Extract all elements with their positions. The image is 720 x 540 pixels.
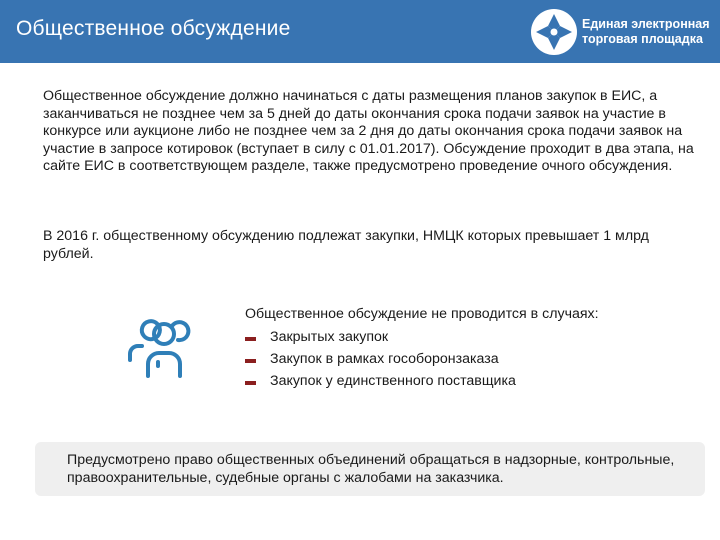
bullet-dash-icon	[245, 337, 256, 341]
intro-paragraph: Общественное обсуждение должно начинаться с даты размещения планов закупок в ЕИС, а заканчиваться не позднее чем за 5 дней до даты окончания срока подачи заявок на участие в конкурсе или аукционе либо не позднее чем за 2 дня до даты окончания срока подачи заявок на участие в запросе котировок (вступает в силу с 01.01.2017). Обсуждение проходит в два этапа, на сайте ЕИС в соответствующем разделе, также предусмотрено проведение очного обсуждения.	[43, 88, 694, 174]
logo-text	[582, 17, 717, 47]
people-icon	[126, 316, 192, 378]
bullet-dash-icon	[245, 359, 256, 363]
list-item	[245, 326, 705, 348]
exceptions-heading: Общественное обсуждение не проводится в случаях:	[245, 306, 599, 322]
exceptions-list	[245, 326, 705, 392]
note-box	[35, 442, 705, 496]
logo-text-line2: торговая площадка	[582, 32, 703, 46]
list-item-label: Закупок у единственного поставщика	[270, 373, 516, 389]
exceptions-block	[245, 305, 705, 392]
list-item	[245, 348, 705, 370]
threshold-paragraph: В 2016 г. общественному обсуждению подлежат закупки, НМЦК которых превышает 1 млрд рублей.	[43, 228, 649, 262]
page-title: Общественное обсуждение	[16, 17, 291, 40]
bullet-dash-icon	[245, 381, 256, 385]
etp-logo[interactable]	[530, 8, 715, 56]
header-bar	[0, 0, 720, 63]
list-item	[245, 370, 705, 392]
list-item-label: Закупок в рамках гособоронзаказа	[270, 351, 499, 367]
list-item-label: Закрытых закупок	[270, 329, 389, 345]
note-text: Предусмотрено право общественных объединений обращаться в надзорные, контрольные, правоохранительные, судебные органы с жалобами на заказчика.	[67, 452, 675, 486]
logo-mark-icon	[530, 8, 578, 56]
logo-text-line1: Единая электронная	[582, 17, 710, 31]
